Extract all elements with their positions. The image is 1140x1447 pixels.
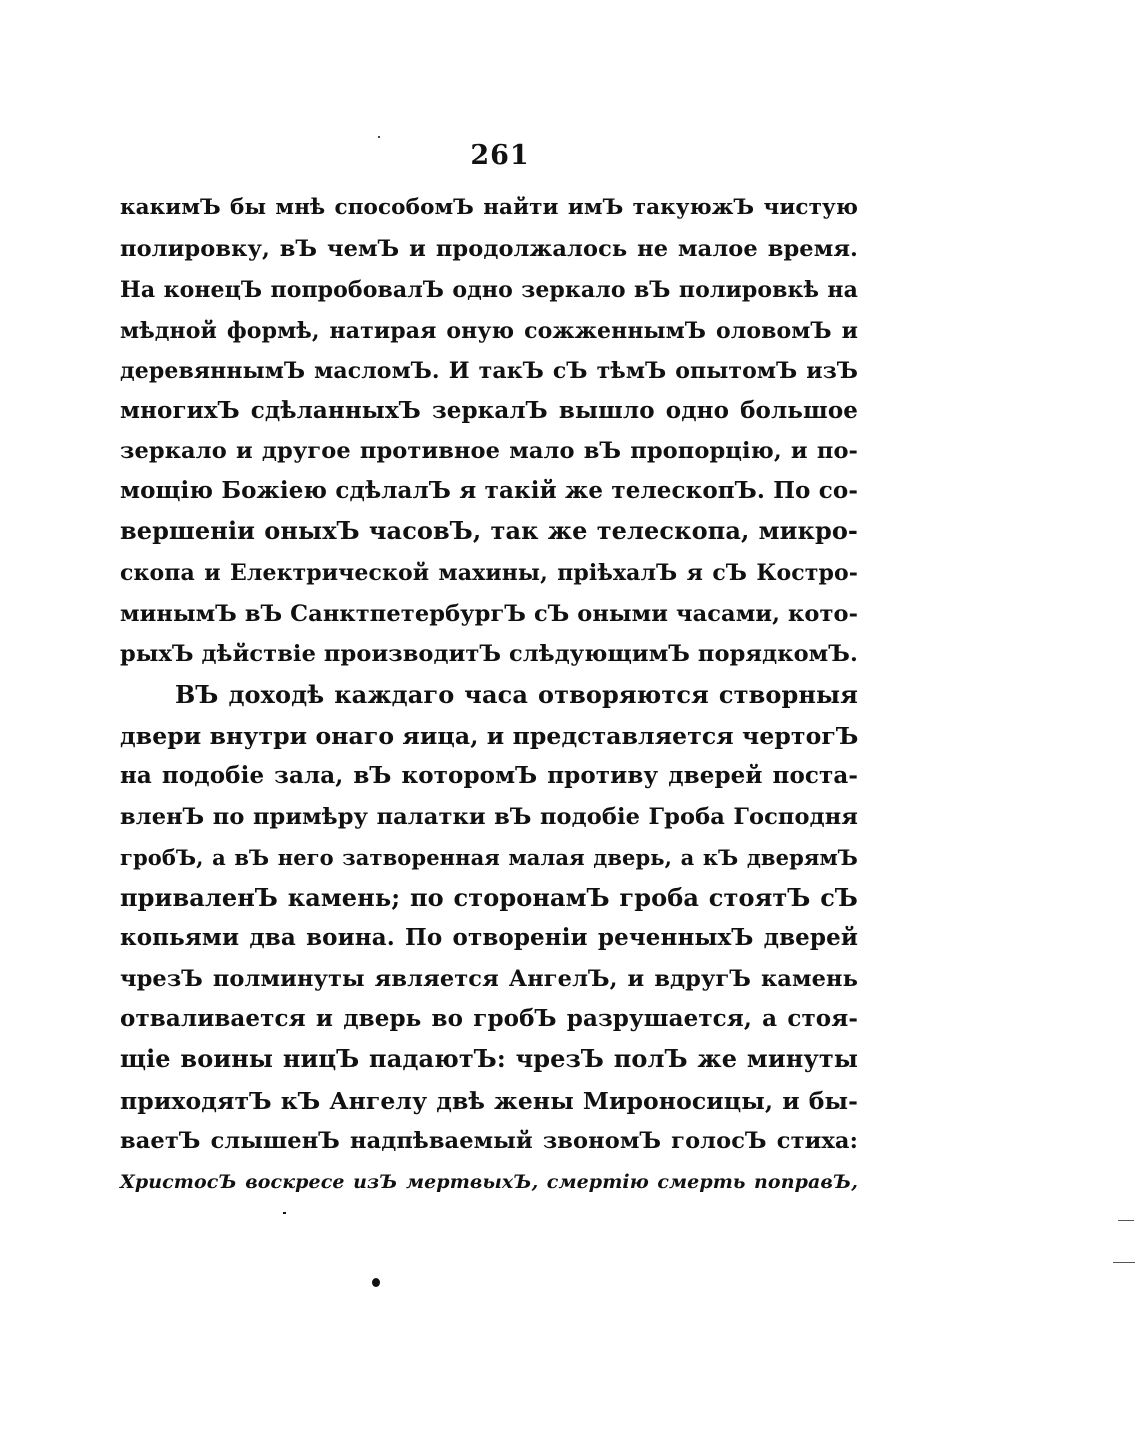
text-line: приходятЪ кЪ Ангелу двѣ жены Мироносицы, и бы- [120,1087,858,1115]
text-line: щіе воины ницЪ падаютЪ: чрезЪ полЪ же минуты [120,1044,858,1073]
scan-speck [372,1278,380,1287]
text-line: рыхЪ дѣйствіе производитЪ слѣдующимЪ порядкомЪ. [120,641,858,667]
text-line: деревяннымЪ масломЪ. И такЪ сЪ тѣмЪ опытомЪ изЪ [120,358,858,384]
text-line: приваленЪ камень; по сторонамЪ гроба стоятЪ сЪ [120,883,858,912]
text-line: чрезЪ полминуты является АнгелЪ, и вдругЪ камень [120,966,858,992]
scan-speck [1118,1220,1134,1221]
text-line: На конецЪ попробовалЪ одно зеркало вЪ полировкѣ на [120,277,858,303]
text-line: многихЪ сдѣланныхЪ зеркалЪ вышло одно большое [120,397,858,424]
text-line: скопа и Електрической махины, пріѣхалЪ я сЪ Костро- [120,560,858,586]
italic-verse-line: ХристосЪ воскресе изЪ мертвыхЪ, смертію смерть поправЪ, [120,1171,858,1193]
text-line: мѣдной формѣ, натирая оную сожженнымЪ оловомЪ и [120,318,858,344]
text-line: вленЪ по примѣру палатки вЪ подобіе Гроба Господня [120,804,858,830]
scan-speck [378,136,380,138]
scan-speck [283,1212,286,1214]
text-line: отваливается и дверь во гробЪ разрушается, а стоя- [120,1005,858,1032]
text-line: мощію Божіею сдѣлалЪ я такій же телескопЪ. По со- [120,477,858,504]
text-line: гробЪ, а вЪ него затворенная малая дверь, а кЪ дверямЪ [120,845,858,870]
text-line: минымЪ вЪ СанктпетербургЪ сЪ оными часами, кото- [120,601,859,627]
text-line: полировку, вЪ чемЪ и продолжалось не малое время. [120,236,858,262]
text-line: ваетЪ слышенЪ надпѣваемый звономЪ голосЪ стиха: [120,1128,858,1154]
scan-speck [1113,1262,1135,1263]
page-number: 261 [470,140,530,171]
text-line: какимЪ бы мнѣ способомЪ найти имЪ такуюжЪ чистую [120,195,858,220]
text-line: на подобіе зала, вЪ которомЪ противу дверей поста- [120,762,858,789]
text-line: вершеніи оныхЪ часовЪ, так же телескопа, микро- [120,516,858,545]
text-line: копьями два воина. По отвореніи реченныхЪ дверей [120,924,858,951]
text-line: зеркало и другое противное мало вЪ пропорцію, и по- [120,438,858,464]
text-line: двери внутри онаго яица, и представляется чертогЪ [120,722,859,750]
text-line: ВЪ доходѣ каждаго часа отворяются створныя [175,680,858,709]
